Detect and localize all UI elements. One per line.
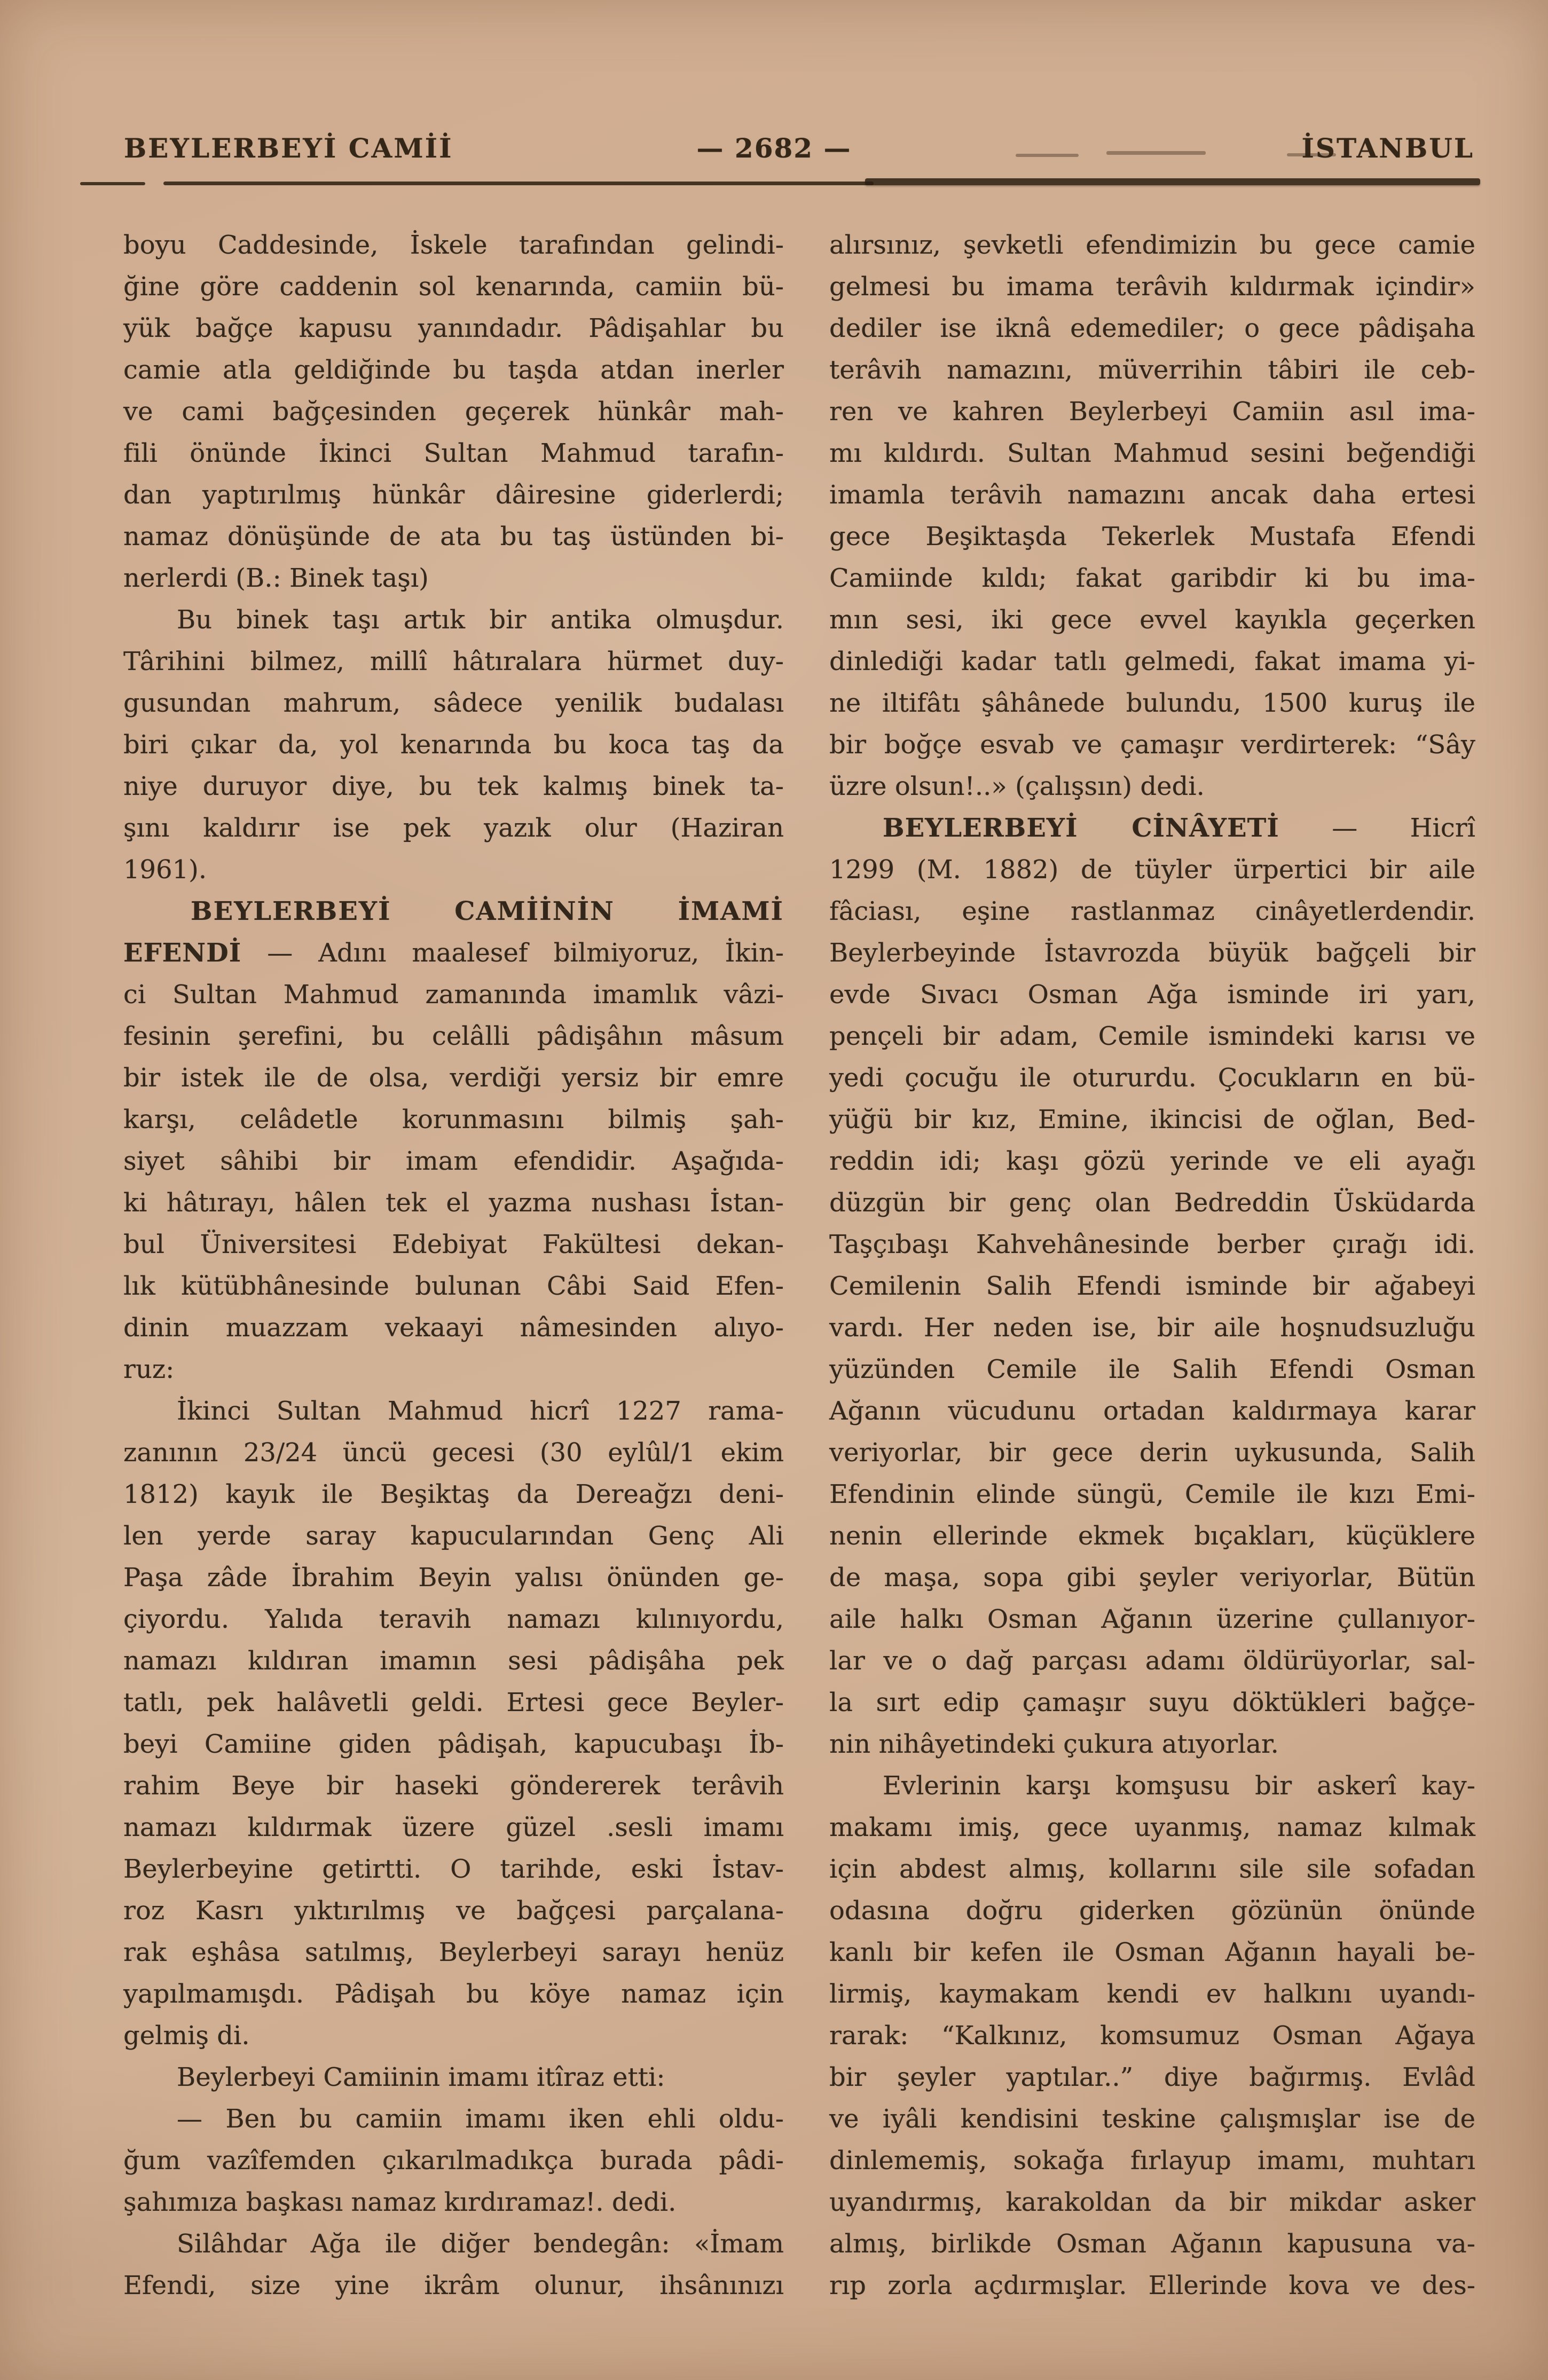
- text-line: boyu Caddesinde, İskele tarafından gelindi-: [123, 230, 784, 260]
- text-line: Efendinin elinde süngü, Cemile ile kızı Emi-: [829, 1479, 1475, 1509]
- paragraph: [829, 224, 1475, 807]
- text-line: dinlememiş, sokağa fırlayup imamı, muhtarı: [829, 2146, 1475, 2176]
- text-line: ğum vazîfemden çıkarılmadıkça burada pâdi-: [123, 2146, 784, 2176]
- text-line: Bu binek taşı artık bir antika olmuşdur.: [177, 605, 784, 635]
- entry-headword: EFENDİ: [123, 938, 242, 968]
- header-work-title: İSTANBUL: [1301, 132, 1474, 164]
- text-line: Cemilenin Salih Efendi isminde bir ağabeyi: [829, 1271, 1475, 1301]
- text-line: ruz:: [123, 1354, 175, 1384]
- scan-artifact: [1106, 151, 1206, 155]
- text-line: vardı. Her neden ise, bir aile hoşnudsuzluğu: [829, 1313, 1475, 1343]
- header-rule-thin: [163, 182, 874, 185]
- text-line: — Ben bu camiin imamı iken ehli oldu-: [177, 2104, 784, 2134]
- text-line: yüğü bir kız, Emine, ikincisi de oğlan, Bed-: [829, 1105, 1475, 1134]
- paragraph: [123, 2056, 784, 2098]
- text-line: Beylerbeyine getirtti. O tarihde, eski İstav-: [123, 1854, 784, 1884]
- text-line: 1812) kayık ile Beşiktaş da Dereağzı deni-: [123, 1479, 784, 1509]
- paragraph: [123, 2223, 784, 2306]
- text-line: biri çıkar da, yol kenarında bu koca taş da: [123, 730, 784, 760]
- text-line: tatlı, pek halâvetli geldi. Ertesi gece Beyler-: [123, 1688, 784, 1717]
- text-line: bir boğçe esvab ve çamaşır verdirterek: “Sây: [829, 730, 1475, 760]
- text-line: ğine göre caddenin sol kenarında, camiin bü-: [123, 272, 784, 302]
- text-line: reddin idi; kaşı gözü yerinde ve eli ayağı: [829, 1146, 1475, 1176]
- text-line: beyi Camiine giden pâdişah, kapucubaşı İb-: [123, 1729, 784, 1759]
- paragraph: [123, 2098, 784, 2223]
- text-line: EFENDİ — Adını maalesef bilmiyoruz, İkin-: [123, 938, 784, 968]
- text-line: fesinin şerefini, bu celâlli pâdişâhın mâsum: [123, 1021, 784, 1051]
- text-line: makamı imiş, gece uyanmış, namaz kılmak: [829, 1812, 1475, 1842]
- text-line: karşı, celâdetle korunmasını bilmiş şah-: [123, 1105, 784, 1134]
- text-line: yedi çocuğu ile otururdu. Çocukların en bü-: [829, 1063, 1475, 1093]
- text-line: Târihini bilmez, millî hâtıralara hürmet duy-: [123, 647, 784, 676]
- entry-headword: BEYLERBEYİ CİNÂYETİ: [883, 813, 1279, 843]
- text-line: len yerde saray kapucularından Genç Ali: [123, 1521, 784, 1551]
- text-line: gelmiş di.: [123, 2021, 250, 2051]
- text-line: ren ve kahren Beylerbeyi Camiin asıl ima-: [829, 397, 1475, 427]
- text-line: ve iyâli kendisini teskine çalışmışlar ise de: [829, 2104, 1475, 2134]
- text-line: siyet sâhibi bir imam efendidir. Aşağıda-: [123, 1146, 784, 1176]
- paragraph: [829, 1765, 1475, 2306]
- text-line: şahımıza başkası namaz kırdıramaz!. dedi.: [123, 2187, 677, 2217]
- text-line: lirmiş, kaymakam kendi ev halkını uyandı-: [829, 1979, 1475, 2009]
- text-line: 1961).: [123, 855, 207, 885]
- text-line: pençeli bir adam, Cemile ismindeki karısı ve: [829, 1021, 1475, 1051]
- text-line: 1299 (M. 1882) de tüyler ürpertici bir aile: [829, 855, 1475, 885]
- text-line: çiyordu. Yalıda teravih namazı kılınıyordu,: [123, 1604, 784, 1634]
- text-line: şını kaldırır ise pek yazık olur (Haziran: [123, 813, 784, 843]
- text-line: BEYLERBEYİ CAMİİNİN İMAMİ: [191, 896, 784, 926]
- text-line: alırsınız, şevketli efendimizin bu gece camie: [829, 230, 1475, 260]
- text-line: mın sesi, iki gece evvel kayıkla geçerken: [829, 605, 1475, 635]
- text-line: camie atla geldiğinde bu taşda atdan inerler: [123, 355, 784, 385]
- text-line: lık kütübhânesinde bulunan Câbi Said Efen-: [123, 1271, 784, 1301]
- header-rule-dash: [80, 182, 145, 185]
- text-line: gece Beşiktaşda Tekerlek Mustafa Efendi: [829, 522, 1475, 551]
- text-line: yapılmamışdı. Pâdişah bu köye namaz için: [123, 1979, 784, 2009]
- text-line: dediler ise iknâ edemediler; o gece pâdişaha: [829, 313, 1475, 343]
- scan-artifact: [1287, 153, 1336, 156]
- text-line: için abdest almış, kollarını sile sile sofadan: [829, 1854, 1475, 1884]
- text-line: imamla terâvih namazını ancak daha ertesi: [829, 480, 1475, 510]
- text-line: dan yaptırılmış hünkâr dâiresine giderlerdi;: [123, 480, 784, 510]
- text-line: odasına doğru giderken gözünün önünde: [829, 1896, 1475, 1926]
- text-line: zanının 23/24 üncü gecesi (30 eylûl/1 ekim: [123, 1438, 784, 1468]
- text-line: fâciası, eşine rastlanmaz cinâyetlerdendir.: [829, 896, 1475, 926]
- text-line: ve cami bağçesinden geçerek hünkâr mah-: [123, 397, 784, 427]
- text-line: rarak: “Kalkınız, komsumuz Osman Ağaya: [829, 2021, 1475, 2051]
- text-line: veriyorlar, bir gece derin uykusunda, Salih: [829, 1438, 1475, 1468]
- text-line: ki hâtırayı, hâlen tek el yazma nushası İstan-: [123, 1188, 784, 1218]
- text-line: nerlerdi (B.: Binek taşı): [123, 563, 429, 593]
- text-line: Efendi, size yine ikrâm olunur, ihsânınızı: [123, 2271, 784, 2300]
- text-line: namaz dönüşünde de ata bu taş üstünden bi-: [123, 522, 784, 551]
- header-rule-thick: [865, 178, 1480, 185]
- text-line: üzre olsun!..» (çalışsın) dedi.: [829, 771, 1205, 801]
- text-line: fili önünde İkinci Sultan Mahmud tarafın-: [123, 438, 784, 468]
- text-line: ne iltifâtı şâhânede bulundu, 1500 kuruş ile: [829, 688, 1475, 718]
- text-line: Beylerbeyi Camiinin imamı itîraz etti:: [177, 2062, 665, 2092]
- text-line: bir şeyler yaptılar..” diye bağırmış. Evlâd: [829, 2062, 1475, 2092]
- paragraph: [829, 807, 1475, 1765]
- paragraph: [123, 932, 784, 1390]
- text-line: gelmesi bu imama terâvih kıldırmak içindir»: [829, 272, 1475, 302]
- text-line: kanlı bir kefen ile Osman Ağanın hayali be-: [829, 1937, 1475, 1967]
- text-line: Taşçıbaşı Kahvehânesinde berber çırağı idi.: [829, 1230, 1475, 1259]
- header-page-number: — 2682 —: [696, 132, 852, 164]
- text-line: BEYLERBEYİ CİNÂYETİ — Hicrî: [883, 813, 1476, 843]
- entry-heading: [123, 890, 784, 932]
- paragraph: [123, 1390, 784, 2056]
- text-line: de maşa, sopa gibi şeyler veriyorlar, Bütün: [829, 1563, 1475, 1593]
- text-line: dinlediği kadar tatlı gelmedi, fakat imama yi-: [829, 647, 1475, 676]
- paragraph: [123, 599, 784, 890]
- text-line: Silâhdar Ağa ile diğer bendegân: «İmam: [177, 2229, 784, 2259]
- text-line: namazı kıldırmak üzere güzel .sesli imamı: [123, 1812, 784, 1842]
- text-line: gusundan mahrum, sâdece yenilik budalası: [123, 688, 784, 718]
- scan-artifact: [1016, 154, 1079, 157]
- text-line: roz Kasrı yıktırılmış ve bağçesi parçalana-: [123, 1896, 784, 1926]
- text-line: la sırt edip çamaşır suyu döktükleri bağçe-: [829, 1688, 1475, 1717]
- text-line: Beylerbeyinde İstavrozda büyük bağçeli bir: [829, 938, 1475, 968]
- text-line: rıp zorla açdırmışlar. Ellerinde kova ve des-: [829, 2271, 1475, 2300]
- text-line: nin nihâyetindeki çukura atıyorlar.: [829, 1729, 1279, 1759]
- text-line: İkinci Sultan Mahmud hicrî 1227 rama-: [177, 1396, 784, 1426]
- text-line: namazı kıldıran imamın sesi pâdişâha pek: [123, 1646, 784, 1676]
- left-text-column: [123, 224, 784, 2306]
- text-line: Ağanın vücudunu ortadan kaldırmaya karar: [829, 1396, 1475, 1426]
- running-header: [0, 132, 1548, 170]
- text-line: ci Sultan Mahmud zamanında imamlık vâzi-: [123, 980, 784, 1010]
- text-line: bir istek ile de olsa, verdiği yersiz bir emre: [123, 1063, 784, 1093]
- text-line: rak eşhâsa satılmış, Beylerbeyi sarayı henüz: [123, 1937, 784, 1967]
- text-line: aile halkı Osman Ağanın üzerine çullanıyor-: [829, 1604, 1475, 1634]
- paragraph: [123, 224, 784, 599]
- text-line: niye duruyor diye, bu tek kalmış binek ta-: [123, 771, 784, 801]
- text-line: yük bağçe kapusu yanındadır. Pâdişahlar bu: [123, 313, 784, 343]
- text-line: rahim Beye bir haseki göndererek terâvih: [123, 1771, 784, 1801]
- text-line: Paşa zâde İbrahim Beyin yalısı önünden ge-: [123, 1563, 784, 1593]
- text-line: uyandırmış, karakoldan da bir mikdar asker: [829, 2187, 1475, 2217]
- text-line: düzgün bir genç olan Bedreddin Üsküdarda: [829, 1188, 1475, 1218]
- text-line: nenin ellerinde ekmek bıçakları, küçüklere: [829, 1521, 1475, 1551]
- text-line: evde Sıvacı Osman Ağa isminde iri yarı,: [829, 980, 1475, 1010]
- text-line: yüzünden Cemile ile Salih Efendi Osman: [829, 1354, 1475, 1384]
- text-line: dinin muazzam vekaayi nâmesinden alıyo-: [123, 1313, 784, 1343]
- text-line: almış, birlikde Osman Ağanın kapusuna va-: [829, 2229, 1475, 2259]
- header-entry-title: BEYLERBEYİ CAMİİ: [124, 132, 453, 164]
- text-line: Camiinde kıldı; fakat garibdir ki bu ima-: [829, 563, 1475, 593]
- text-line: mı kıldırdı. Sultan Mahmud sesini beğendiği: [829, 438, 1475, 468]
- text-line: terâvih namazını, müverrihin tâbiri ile ceb-: [829, 355, 1475, 385]
- text-line: bul Üniversitesi Edebiyat Fakültesi dekan-: [123, 1230, 784, 1259]
- text-line: Evlerinin karşı komşusu bir askerî kay-: [883, 1771, 1475, 1801]
- right-text-column: [829, 224, 1475, 2306]
- text-line: lar ve o dağ parçası adamı öldürüyorlar, sal-: [829, 1646, 1475, 1676]
